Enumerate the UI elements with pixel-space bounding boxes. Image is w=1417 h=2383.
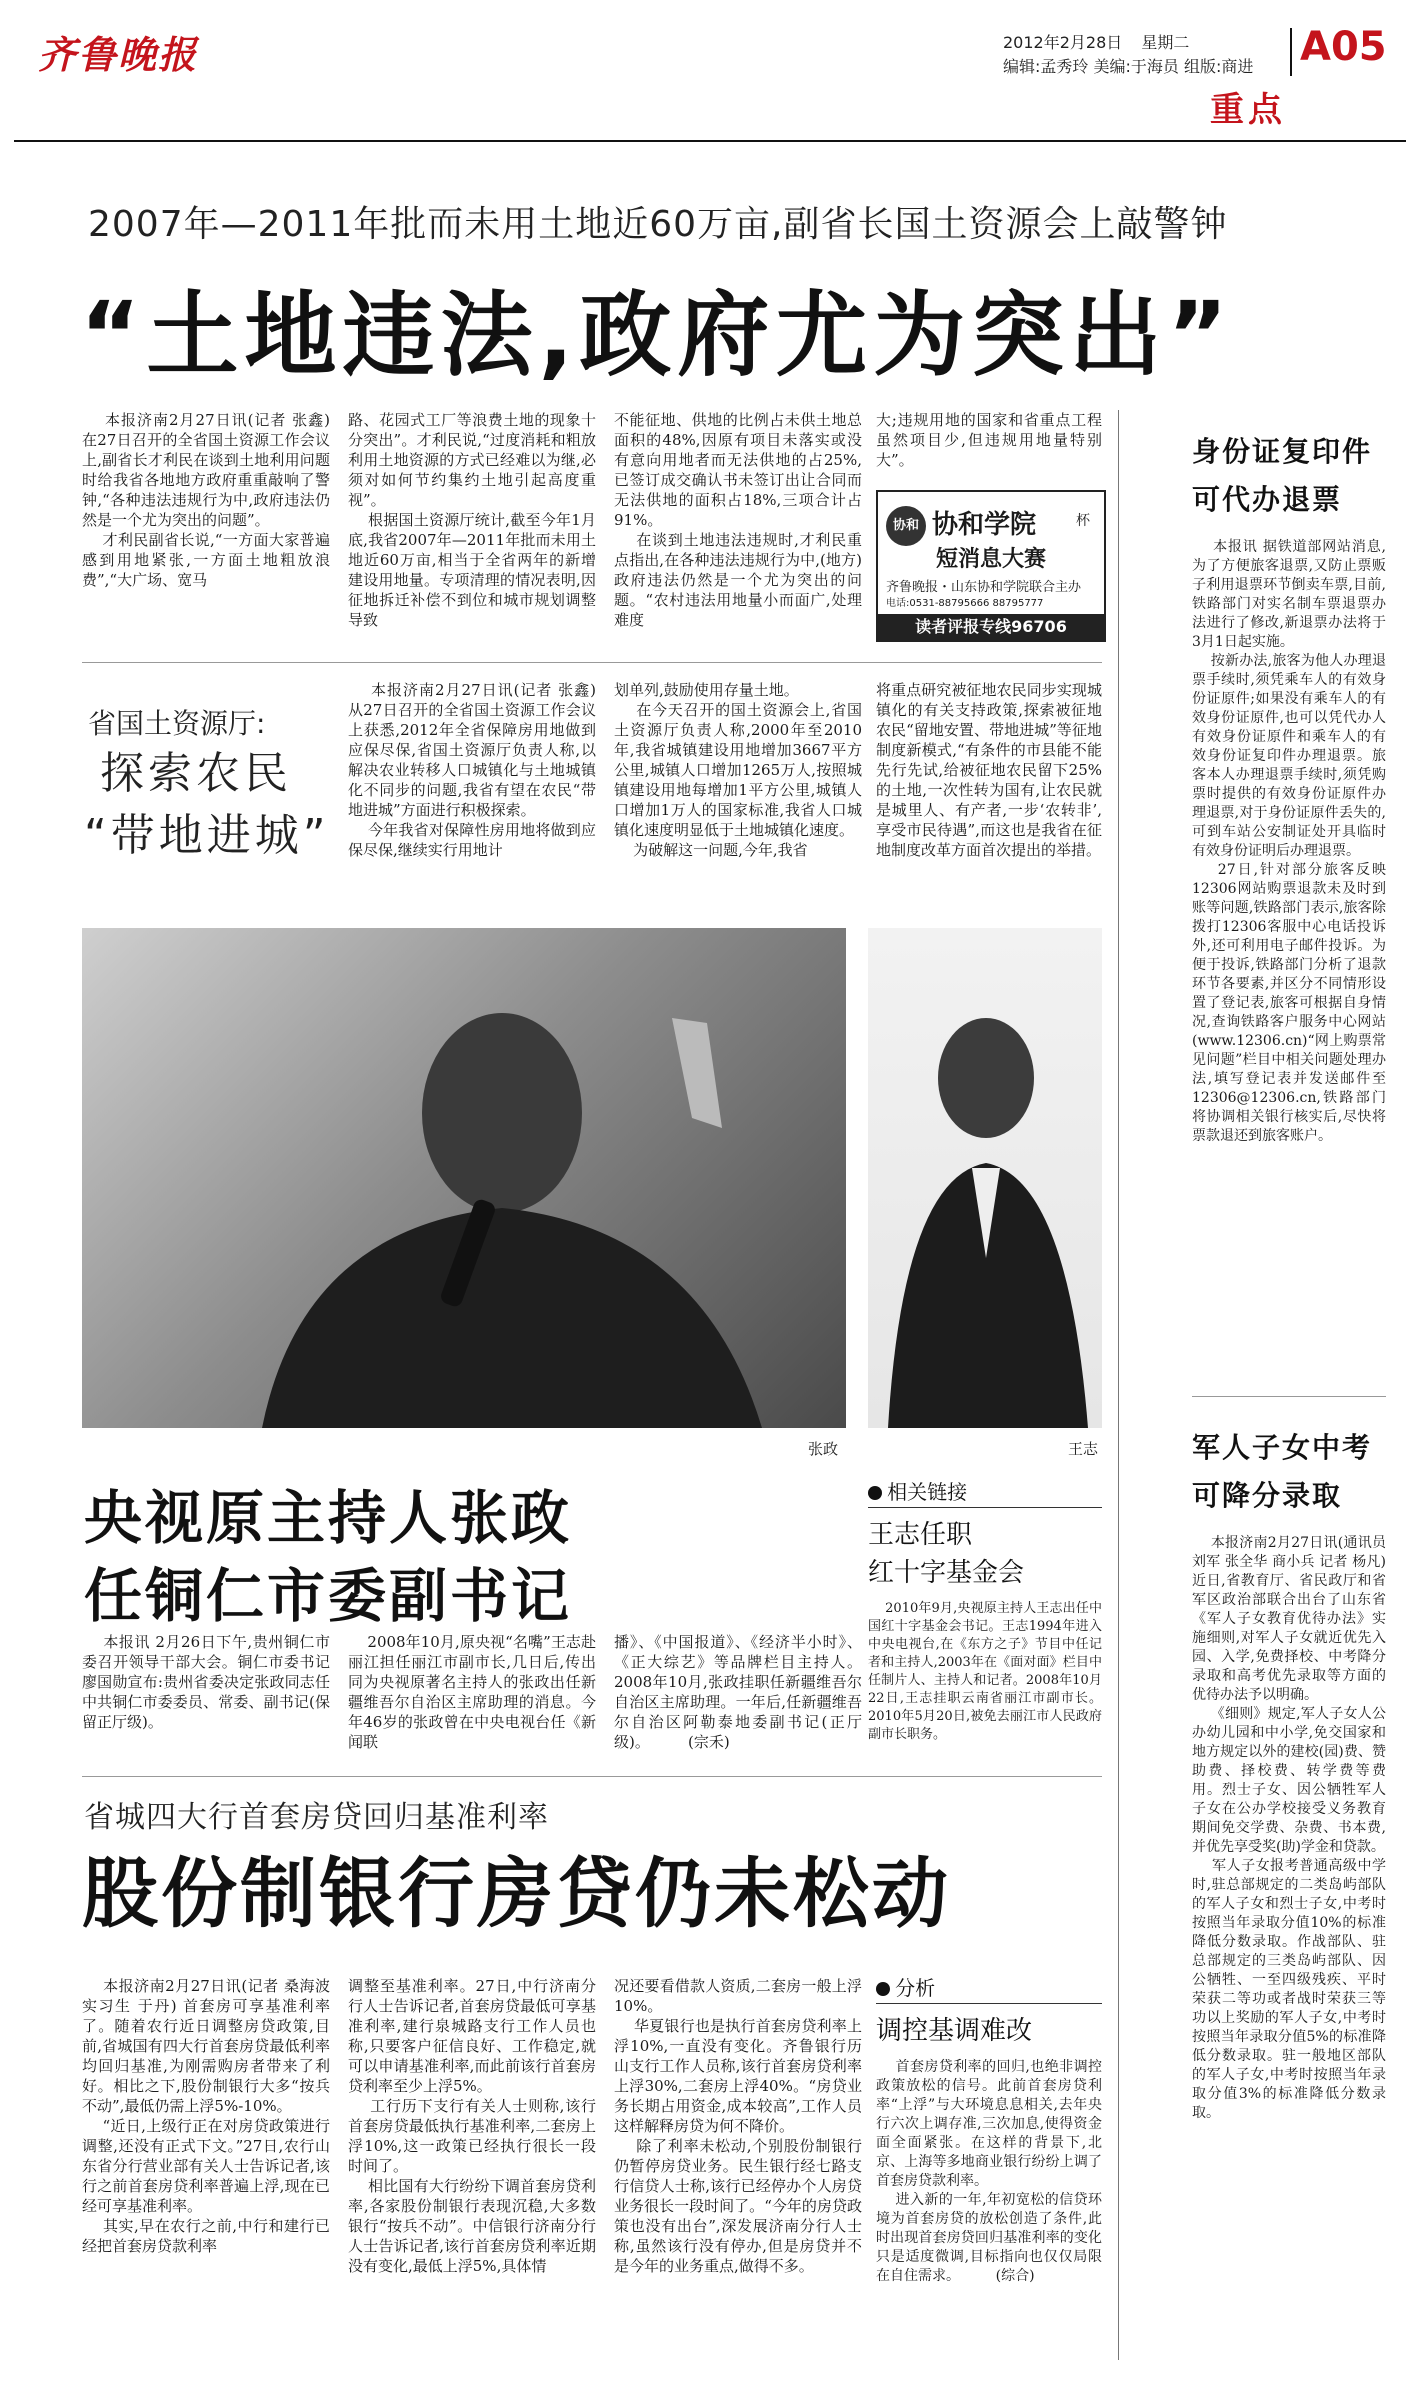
side2-headline-line1: 军人子女中考 — [1192, 1431, 1373, 1464]
side2-headline-line2: 可降分录取 — [1192, 1479, 1343, 1512]
photo-caption-left: 张政 — [808, 1440, 839, 1458]
issue-date — [1003, 30, 1189, 53]
story2-col2: 划单列,鼓励使用存量土地。 在今天召开的国土资源会上,省国土资源厅负责人称,2000年至2010年,我省城镇建设用地增加3667平方公里,城镇人口增加1265万人,按照城镇建设用地每增加1平方公里,城镇人口增加1万人的国家标准,我省人口城镇化速度明显低于土地城镇化速度。 为破解这一问题,今年,我省 — [614, 681, 862, 859]
ad-hotline: 读者评报专线96706 — [878, 614, 1104, 640]
bullet-circle-icon — [868, 1486, 882, 1500]
story1-col4: 大;违规用地的国家和省重点工程虽然项目少,但违规用地量特别大”。 — [876, 411, 1102, 469]
photo-caption-right: 王志 — [1068, 1440, 1099, 1458]
story2-kicker: 省国土资源厅: — [88, 707, 266, 740]
story1-headline: “土地违法,政府尤为突出” — [80, 282, 1234, 389]
story3-col3: 播》、《中国报道》、《经济半小时》、《正大综艺》等品牌栏目主持人。2008年10月,张政挂职任新疆维吾尔自治区主席助理。一年后,任新疆维吾尔自治区阿勒泰地委副书记(正厅级)。 (宗禾) — [614, 1633, 862, 1751]
story1-kicker: 2007年—2011年批而未用土地近60万亩,副省长国土资源会上敲警钟 — [88, 204, 1228, 245]
page-number: A05 — [1300, 24, 1387, 70]
story4-col2: 调整至基准利率。27日,中行济南分行人士告诉记者,首套房贷最低可享基准利率,建行泉城路支行工作人员也称,只要客户征信良好、工作稳定,就可以申请基准利率,而此前该行首套房贷利率至少上浮5%。 工行历下支行有关人士则称,该行首套房贷最低执行基准利率,二套房上浮10%,这一政策已经执行很长一段时间了。 相比国有大行纷纷下调首套房贷利率,各家股份制银行表现沉稳,大多数银行“按兵不动”。中信银行济南分行人士告诉记者,该行首套房贷利率近期没有变化,最低上浮5%,具体情 — [348, 1977, 596, 2275]
sidebar-divider — [1118, 410, 1119, 2360]
story2-top-rule — [82, 662, 1102, 663]
side2-body: 本报济南2月27日讯(通讯员 刘军 张全华 商小兵 记者 杨凡) 近日,省教育厅、省民政厅和省军区政治部联合出台了山东省《军人子女教育优待办法》实施细则,对军人子女就近优先入园、入学,免费择校、中考降分录取和高考优先录取等方面的优待办法予以明确。 《细则》规定,军人子女人公办幼儿园和中小学,免交国家和地方规定以外的建校(园)费、赞助费、择校费、转学费等费用。烈士子女、因公牺牲军人子女在公办学校接受义务教育期间免交学费、杂费、书本费,并优先享受奖(助)学金和贷款。 军人子女报考普通高级中学时,驻总部规定的二类岛屿部队的军人子女和烈士子女,中考时按照当年录取分值10%的标准降低分数录取。作战部队、驻总部规定的三类岛屿部队、因公牺牲、一至四级残疾、平时荣获二等功或者战时荣获三等功以上奖励的军人子女,中考时按照当年录取分值5%的标准降低分数录取。驻一般地区部队的军人子女,中考时按照当年录取分值3%的标准降低分数录取。 — [1192, 1535, 1386, 2121]
story2-title-line2: “带地进城” — [84, 810, 330, 861]
story2-col3: 将重点研究被征地农民同步实现城镇化的有关支持政策,探索被征地农民“留地安置、带地进城”等征地制度新模式,“有条件的市县能不能先行先试,给被征地农民留下25%的土地,一次性转为国有,让农民就是城里人、有产者,一步‘农转非’,享受市民待遇”,而这也是我省在征地制度改革方面首次提出的举措。 — [876, 681, 1102, 859]
related-tag — [868, 1476, 1102, 1508]
portrait-silhouette-icon — [82, 928, 846, 1428]
related-tag-text: 相关链接 — [887, 1480, 968, 1504]
analysis-box — [876, 1972, 1102, 2286]
ad-college-name: 协和学院 — [932, 510, 1037, 540]
photo-zhang-zheng — [82, 928, 846, 1428]
story4-top-rule — [82, 1776, 1102, 1777]
sms-contest-ad — [876, 490, 1106, 642]
story2-title-line1: 探索农民 — [100, 748, 292, 799]
story4-col3: 况还要看借款人资质,二套房一般上浮10%。 华夏银行也是执行首套房贷利率上浮10%,一直没有变化。齐鲁银行历山支行工作人员称,该行首套房贷利率上浮30%,二套房上浮40%。“房贷业务长期占用资金,成本较高”,工作人员这样解释房贷为何不降价。 除了利率未松动,个别股份制银行仍暂停房贷业务。民生银行经七路支行信贷人士称,该行已经停办个人房贷业务很长一段时间了。“今年的房贷政策也没有出台”,深发展济南分行人士称,虽然该行没有停办,但是房贷并不是今年的业务重点,做得不多。 — [614, 1977, 862, 2275]
related-head-line1: 王志任职 — [868, 1520, 973, 1550]
story1-col1: 本报济南2月27日讯(记者 张鑫) 在27日召开的全省国土资源工作会议上,副省长才利民在谈到土地利用问题时给我省各地地方政府重重敲响了警钟,“各种违法违规行为中,政府违法仍然是一个尤为突出的问题”。 才利民副省长说,“一方面大家普遍感到用地紧张,一方面土地粗放浪费”,“大广场、宽马 — [82, 411, 331, 589]
photo-wang-zhi — [868, 928, 1102, 1428]
editor-credits: 编辑:孟秀玲 美编:于海员 组版:商进 — [1003, 57, 1254, 76]
ad-phones: 电话:0531-88795666 88795777 — [886, 598, 1044, 609]
date-text: 2012年2月28日 — [1003, 33, 1123, 52]
story4-kicker: 省城四大行首套房贷回归基准利率 — [84, 1800, 549, 1835]
ad-title: 短消息大赛 — [936, 547, 1047, 572]
portrait-silhouette-icon — [868, 928, 1102, 1428]
story3-headline-line2: 任铜仁市委副书记 — [84, 1562, 573, 1630]
side1-body: 本报讯 据铁道部网站消息,为了方便旅客退票,又防止票贩子利用退票环节倒卖车票,目前,铁路部门对实名制车票退票办法进行了修改,新退票办法将于3月1日起实施。 按新办法,旅客为他人办理退票手续时,须凭乘车人的有效身份证原件;如果没有乘车人的有效身份证原件,也可以凭代办人有效身份证原件和乘车人的有效身份证复印件办理退票。旅客本人办理退票手续时,须凭购票时提供的有效身份证原件办理退票,对于身份证原件丢失的,可到车站公安制证处开具临时有效身份证明后办理退票。 27日,针对部分旅客反映12306网站购票退款未及时到账等问题,铁路部门表示,旅客除拨打12306客服中心电话投诉外,还可利用电子邮件投诉。为便于投诉,铁路部门分析了退款环节各要素,并区分不同情形设置了登记表,旅客可根据自身情况,查询铁路客户服务中心网站(www.12306.cn)“网上购票常见问题”栏目中相关问题处理办法,填写登记表并发送邮件至12306@12306.cn,铁路部门将协调相关银行核实后,尽快将票款退还到旅客账户。 — [1192, 539, 1386, 1144]
ad-cup: 杯 — [1076, 513, 1090, 529]
header-divider — [1290, 28, 1292, 76]
analysis-head: 调控基调难改 — [876, 2016, 1033, 2046]
side1-headline-line2: 可代办退票 — [1192, 483, 1343, 516]
story4-col1: 本报济南2月27日讯(记者 桑海波 实习生 于丹) 首套房可享基准利率了。随着农行近日调整房贷政策,目前,省城国有四大行首套房贷最低利率均回归基准,为刚需购房者带来了利好。相比之下,股份制银行大多“按兵不动”,最低仍需上浮5%-10%。 “近日,上级行正在对房贷政策进行调整,还没有正式下文。”27日,农行山东省分行营业部有关人士告诉记者,该行之前首套房贷利率普遍上浮,现在已经可享基准利率。 其实,早在农行之前,中行和建行已经把首套房贷款利率 — [82, 1977, 330, 2255]
related-body: 2010年9月,央视原主持人王志出任中国红十字基金会书记。王志1994年进入中央电视台,在《东方之子》节目中任记者和主持人,2003年在《面对面》栏目中任制片人、主持人和记者。2008年10月22日,王志挂职云南省丽江市副市长。2010年5月20日,被免去丽江市人民政府副市长职务。 — [868, 1601, 1102, 1742]
analysis-tag — [876, 1972, 1102, 2004]
story3-col1: 本报讯 2月26日下午,贵州铜仁市委召开领导干部大会。铜仁市委书记廖国勋宣布:贵州省委决定张政同志任中共铜仁市委委员、常委、副书记(保留正厅级)。 — [82, 1633, 330, 1731]
story1-col3: 不能征地、供地的比例占未供土地总面积的48%,因原有项目未落实或没有意向用地者而无法供地的占25%,已签订成交确认书未签订出让合同而无法供地的面积占18%,三项合计占91%。 在谈到土地违法违规时,才利民重点指出,在各种违法违规行为中,(地方)政府违法仍然是一个尤为突出的问题。“农村违法用地量小而面广,处理难度 — [614, 411, 862, 629]
ad-sponsors: 齐鲁晚报・山东协和学院联合主办 — [886, 580, 1082, 595]
bullet-circle-icon — [876, 1982, 890, 1996]
story2-col1: 本报济南2月27日讯(记者 张鑫) 从27日召开的全省国土资源工作会议上获悉,2012年全省保障房用地做到应保尽保,省国土资源厅负责人称,以解决农业转移人口城镇化与土地城镇化不同步的问题,我省有望在农民“带地进城”方面进行积极探索。 今年我省对保障性房用地将做到应保尽保,继续实行用地计 — [348, 681, 597, 859]
story3-headline-line1: 央视原主持人张政 — [84, 1484, 573, 1552]
related-head-line2: 红十字基金会 — [868, 1558, 1025, 1588]
analysis-tag-text: 分析 — [895, 1976, 936, 2000]
ad-badge-icon: 协和 — [886, 506, 926, 546]
masthead-rule — [14, 140, 1406, 142]
story1-col2: 路、花园式工厂等浪费土地的现象十分突出”。才利民说,“过度消耗和粗放利用土地资源的方式已经难以为继,必须对如何节约集约土地引起高度重视”。 根据国土资源厅统计,截至今年1月底,我省2007年—2011年批而未用土地近60万亩,相当于全省两年的新增建设用地量。专项清理的情况表明,因征地拆迁补偿不到位和城市规划调整导致 — [348, 411, 596, 629]
side1-headline-line1: 身份证复印件 — [1192, 435, 1373, 468]
side2-top-rule — [1192, 1396, 1386, 1397]
story3-col2: 2008年10月,原央视“名嘴”王志赴丽江担任丽江市副市长,几日后,传出同为央视原著名主持人的张政出任新疆维吾尔自治区主席助理的消息。今年46岁的张政曾在中央电视台任《新闻联 — [348, 1633, 596, 1751]
weekday-text: 星期二 — [1141, 33, 1190, 52]
analysis-body: 首套房贷利率的回归,也绝非调控政策放松的信号。此前首套房贷利率“上浮”与大环境息息相关,去年央行六次上调存准,三次加息,使得资金面全面紧张。在这样的背景下,北京、上海等多地商业银行纷纷上调了首套房贷款利率。 进入新的一年,年初宽松的信贷环境为首套房贷的放松创造了条件,此时出现首套房贷回归基准利率的变化只是适度微调,目标指向也仅仅局限在自住需求。 (综合) — [876, 2059, 1102, 2284]
story4-headline: 股份制银行房贷仍未松动 — [82, 1849, 951, 1938]
related-link-box — [868, 1476, 1102, 1744]
section-title: 重点 — [1210, 90, 1286, 130]
newspaper-logo: 齐鲁晚报 — [38, 32, 199, 77]
